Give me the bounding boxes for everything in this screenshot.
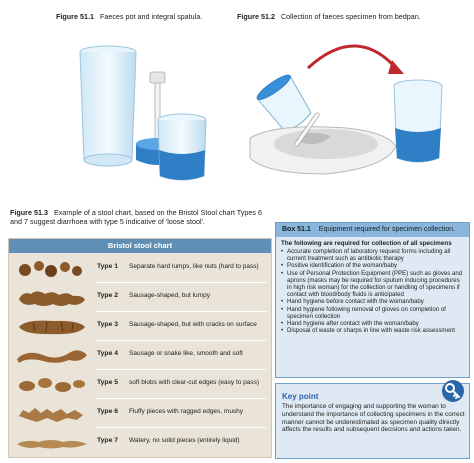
faeces-pot-illustration <box>60 28 220 193</box>
box-title: Equipment required for specimen collection. <box>318 226 455 233</box>
list-item: • Accurate completion of laboratory request forms including all current treatment such as antibiotic therapy <box>287 248 465 262</box>
figure-51-3-caption <box>10 208 272 226</box>
figure-label: Figure 51.1 <box>56 12 94 21</box>
key-point-box <box>275 383 470 459</box>
stool-row-type-2 <box>9 283 271 312</box>
type-7-stool-icon <box>13 430 91 455</box>
type-description: soft blobs with clear-cut edges (easy to pass) <box>129 379 260 386</box>
requirements-list <box>276 248 469 334</box>
type-description: Sausage or snake like, smooth and soft <box>129 350 243 357</box>
box-subtitle: The following are required for collection of all specimens <box>281 240 452 247</box>
figure-51-1-caption <box>56 12 202 21</box>
bedpan-illustration <box>236 28 456 193</box>
type-label: Type 7 <box>97 437 119 444</box>
list-item: • Use of Personal Protection Equipment (PPE) such as gloves and aprons (masks may be required for sputum inducing procedures in high risk woman) for the collection or handling of specimens if contact with blood/body fluids is anticipated <box>287 270 465 299</box>
figure-51-2-caption <box>237 12 421 21</box>
stool-row-type-6 <box>9 399 271 428</box>
type-description: Fluffy pieces with ragged edges, mushy <box>129 408 244 415</box>
type-label: Type 1 <box>97 263 119 270</box>
list-item: • Hand hygiene after contact with the woman/baby <box>287 320 465 327</box>
key-point-text: The importance of engaging and supporting the woman to understand the importance of collecting specimens in the correct manner cannot be underestimated as specimen quality directly affects the results and subsequent decisions and actions taken. <box>282 403 465 434</box>
type-6-stool-icon <box>13 401 91 426</box>
list-item: • Hand hygiene before contact with the woman/baby <box>287 298 465 305</box>
type-3-stool-icon <box>13 314 91 339</box>
type-label: Type 3 <box>97 321 119 328</box>
type-5-stool-icon <box>13 372 91 397</box>
type-label: Type 4 <box>97 350 119 357</box>
box-title-bar <box>276 223 469 237</box>
type-2-stool-icon <box>13 285 91 310</box>
stool-row-type-1 <box>9 254 271 283</box>
type-4-stool-icon <box>13 343 91 368</box>
type-description: Sausage-shaped, but with cracks on surface <box>129 321 257 328</box>
type-description: Sausage-shaped, but lumpy <box>129 292 210 299</box>
figure-label: Figure 51.2 <box>237 12 275 21</box>
list-item: • Positive identification of the woman/baby <box>287 262 465 269</box>
bristol-stool-chart <box>8 238 272 458</box>
key-point-title: Key point <box>282 392 319 401</box>
list-item: • Hand hygiene following removal of gloves on completion of specimen collection <box>287 306 465 320</box>
caption-text: Faeces pot and integral spatula. <box>99 12 203 21</box>
stool-row-type-7 <box>9 428 271 457</box>
caption-text: Example of a stool chart, based on the Bristol Stool chart Types 6 and 7 suggest diarrhoea with type 5 indicative of 'loose stool'. <box>10 208 262 226</box>
type-description: Separate hard lumps, like nuts (hard to pass) <box>129 263 259 270</box>
key-icon <box>441 379 465 403</box>
figure-label: Figure 51.3 <box>10 208 48 217</box>
stool-row-type-3 <box>9 312 271 341</box>
type-label: Type 5 <box>97 379 119 386</box>
type-description: Watery, no solid pieces (entirely liquid) <box>129 437 240 444</box>
box-label: Box 51.1 <box>282 226 311 233</box>
stool-chart-title: Bristol stool chart <box>9 239 271 253</box>
list-item: • Disposal of waste or sharps in line with waste risk assessment <box>287 327 465 334</box>
type-1-stool-icon <box>13 256 91 281</box>
stool-row-type-5 <box>9 370 271 399</box>
stool-row-type-4 <box>9 341 271 370</box>
caption-text: Collection of faeces specimen from bedpan. <box>280 12 421 21</box>
type-label: Type 6 <box>97 408 119 415</box>
type-label: Type 2 <box>97 292 119 299</box>
equipment-box <box>275 222 470 378</box>
